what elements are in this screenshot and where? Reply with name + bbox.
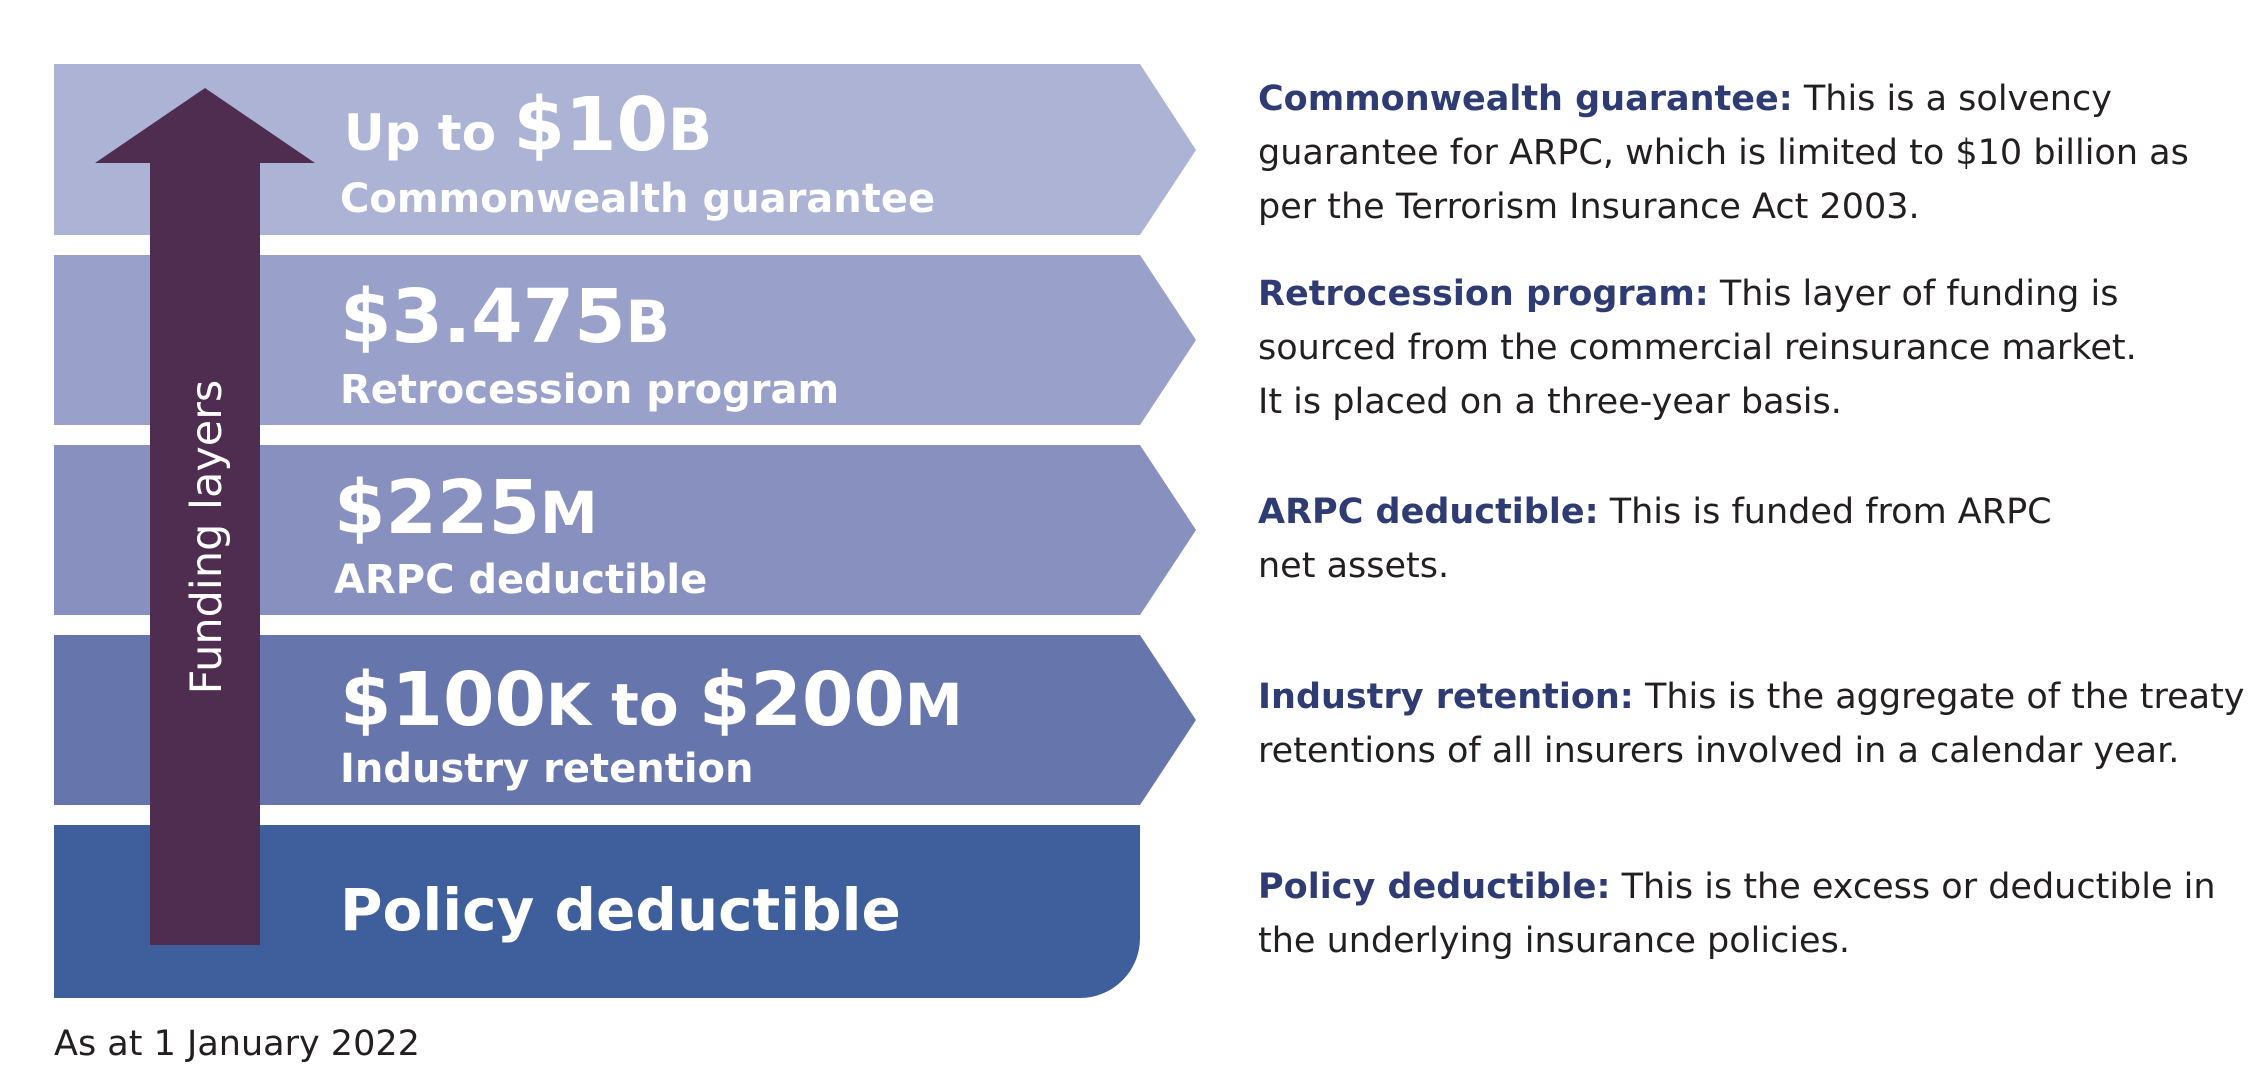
description-arpc-deductible <box>1258 485 2233 593</box>
layer-name-retrocession-program: Retrocession program <box>340 367 840 413</box>
description-line: per the Terrorism Insurance Act 2003. <box>1258 187 1920 227</box>
as-at-date-footnote: As at 1 January 2022 <box>54 1024 420 1064</box>
layer-unit: B <box>667 96 713 164</box>
description-term: Policy deductible: <box>1258 867 1611 907</box>
layer-name-arpc-deductible: ARPC deductible <box>334 557 708 603</box>
layer-amount-retrocession-program <box>340 274 670 360</box>
description-commonwealth-guarantee <box>1258 72 2233 234</box>
description-line <box>1258 267 2233 321</box>
layer-amount: $10 <box>513 82 668 168</box>
funding-layers-axis-label: Funding layers <box>182 379 232 695</box>
description-retrocession-program <box>1258 267 2233 429</box>
description-line <box>1258 485 2233 539</box>
layer-mid: to <box>590 671 699 739</box>
description-text: This is a solvency <box>1792 79 2112 119</box>
description-line: the underlying insurance policies. <box>1258 921 1850 961</box>
description-text: This is funded from ARPC <box>1598 492 2052 532</box>
description-line: It is placed on a three-year basis. <box>1258 382 1842 422</box>
layer-unit: M <box>539 479 598 547</box>
description-text: This layer of funding is <box>1708 274 2119 314</box>
description-term: ARPC deductible: <box>1258 492 1599 532</box>
description-term: Industry retention: <box>1258 677 1634 717</box>
description-term: Retrocession program: <box>1258 274 1709 314</box>
description-line: net assets. <box>1258 546 1450 586</box>
description-line: sourced from the commercial reinsurance market. <box>1258 328 2137 368</box>
layer-amount: $100 <box>340 657 546 743</box>
description-text: This is the aggregate of the treaty <box>1633 677 2245 717</box>
description-line: retentions of all insurers involved in a calendar year. <box>1258 731 2180 771</box>
description-line <box>1258 860 2233 914</box>
description-line <box>1258 670 2245 724</box>
description-line: guarantee for ARPC, which is limited to $10 billion as <box>1258 133 2189 173</box>
description-policy-deductible <box>1258 860 2233 968</box>
layer-name-industry-retention: Industry retention <box>340 746 754 792</box>
description-line <box>1258 72 2233 126</box>
layer-name-commonwealth-guarantee: Commonwealth guarantee <box>340 176 936 222</box>
layer-amount-upper: $200 <box>698 657 905 743</box>
layer-name-policy-deductible: Policy deductible <box>340 876 901 944</box>
description-text: This is the excess or deductible in <box>1610 867 2216 907</box>
layer-prefix: Up to <box>344 104 514 162</box>
layer-amount: $3.475 <box>340 274 626 360</box>
layer-unit: B <box>625 288 670 356</box>
layer-amount: $225 <box>334 465 540 551</box>
layer-unit-upper: M <box>904 671 963 739</box>
layer-unit: K <box>545 671 591 739</box>
description-industry-retention <box>1258 670 2245 778</box>
description-term: Commonwealth guarantee: <box>1258 79 1793 119</box>
